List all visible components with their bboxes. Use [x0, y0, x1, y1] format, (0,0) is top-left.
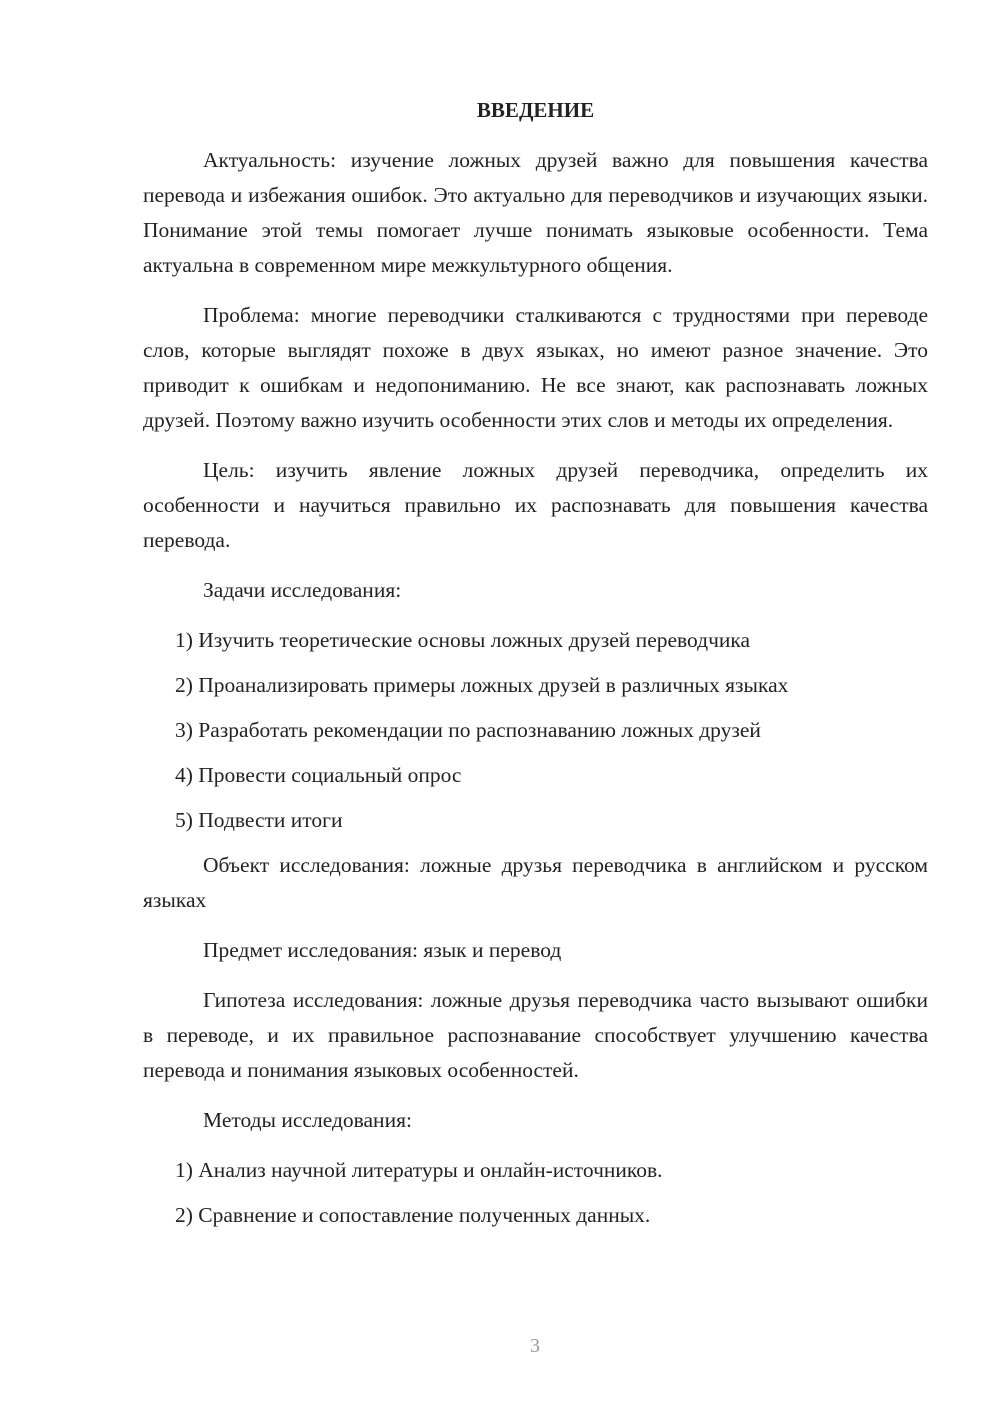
relevance-paragraph: Актуальность: изучение ложных друзей важно для повышения качества перевода и избежания ошибок. Это актуально для переводчиков и изучающих языки. Понимание этой темы помогает лучше понимать языковые особенности. Тема актуальна в современном мире межкультурного общения. — [143, 148, 928, 277]
object-paragraph: Объект исследования: ложные друзья переводчика в английском и русском языках — [143, 853, 928, 912]
list-item: 2) Сравнение и сопоставление полученных данных. — [175, 1203, 651, 1227]
hypothesis-paragraph: Гипотеза исследования: ложные друзья переводчика часто вызывают ошибки в переводе, и их правильное распознавание способствует улучшению качества перевода и понимания языковых особенностей. — [143, 988, 928, 1082]
list-item: 3) Разработать рекомендации по распознаванию ложных друзей — [175, 718, 761, 742]
page-number: 3 — [530, 1335, 540, 1357]
document-page — [143, 92, 928, 1243]
list-item: 1) Анализ научной литературы и онлайн-источников. — [175, 1158, 663, 1182]
methods-list — [143, 1153, 928, 1233]
subject-paragraph: Предмет исследования: язык и перевод — [203, 938, 562, 962]
goal-paragraph: Цель: изучить явление ложных друзей переводчика, определить их особенности и научиться правильно их распознавать для повышения качества перевода. — [143, 458, 928, 552]
list-item: 1) Изучить теоретические основы ложных друзей переводчика — [175, 628, 751, 652]
list-item: 4) Провести социальный опрос — [175, 763, 462, 787]
tasks-list — [143, 623, 928, 838]
tasks-heading: Задачи исследования: — [203, 578, 402, 602]
problem-paragraph: Проблема: многие переводчики сталкиваются с трудностями при переводе слов, которые выглядят похоже в двух языках, но имеют разное значение. Это приводит к ошибкам и недопониманию. Не все знают, как распознавать ложных друзей. Поэтому важно изучить особенности этих слов и методы их определения. — [143, 303, 928, 432]
list-item: 2) Проанализировать примеры ложных друзей в различных языках — [175, 673, 789, 697]
methods-heading: Методы исследования: — [203, 1108, 412, 1132]
page-title: ВВЕДЕНИЕ — [476, 98, 595, 122]
list-item: 5) Подвести итоги — [175, 808, 343, 832]
